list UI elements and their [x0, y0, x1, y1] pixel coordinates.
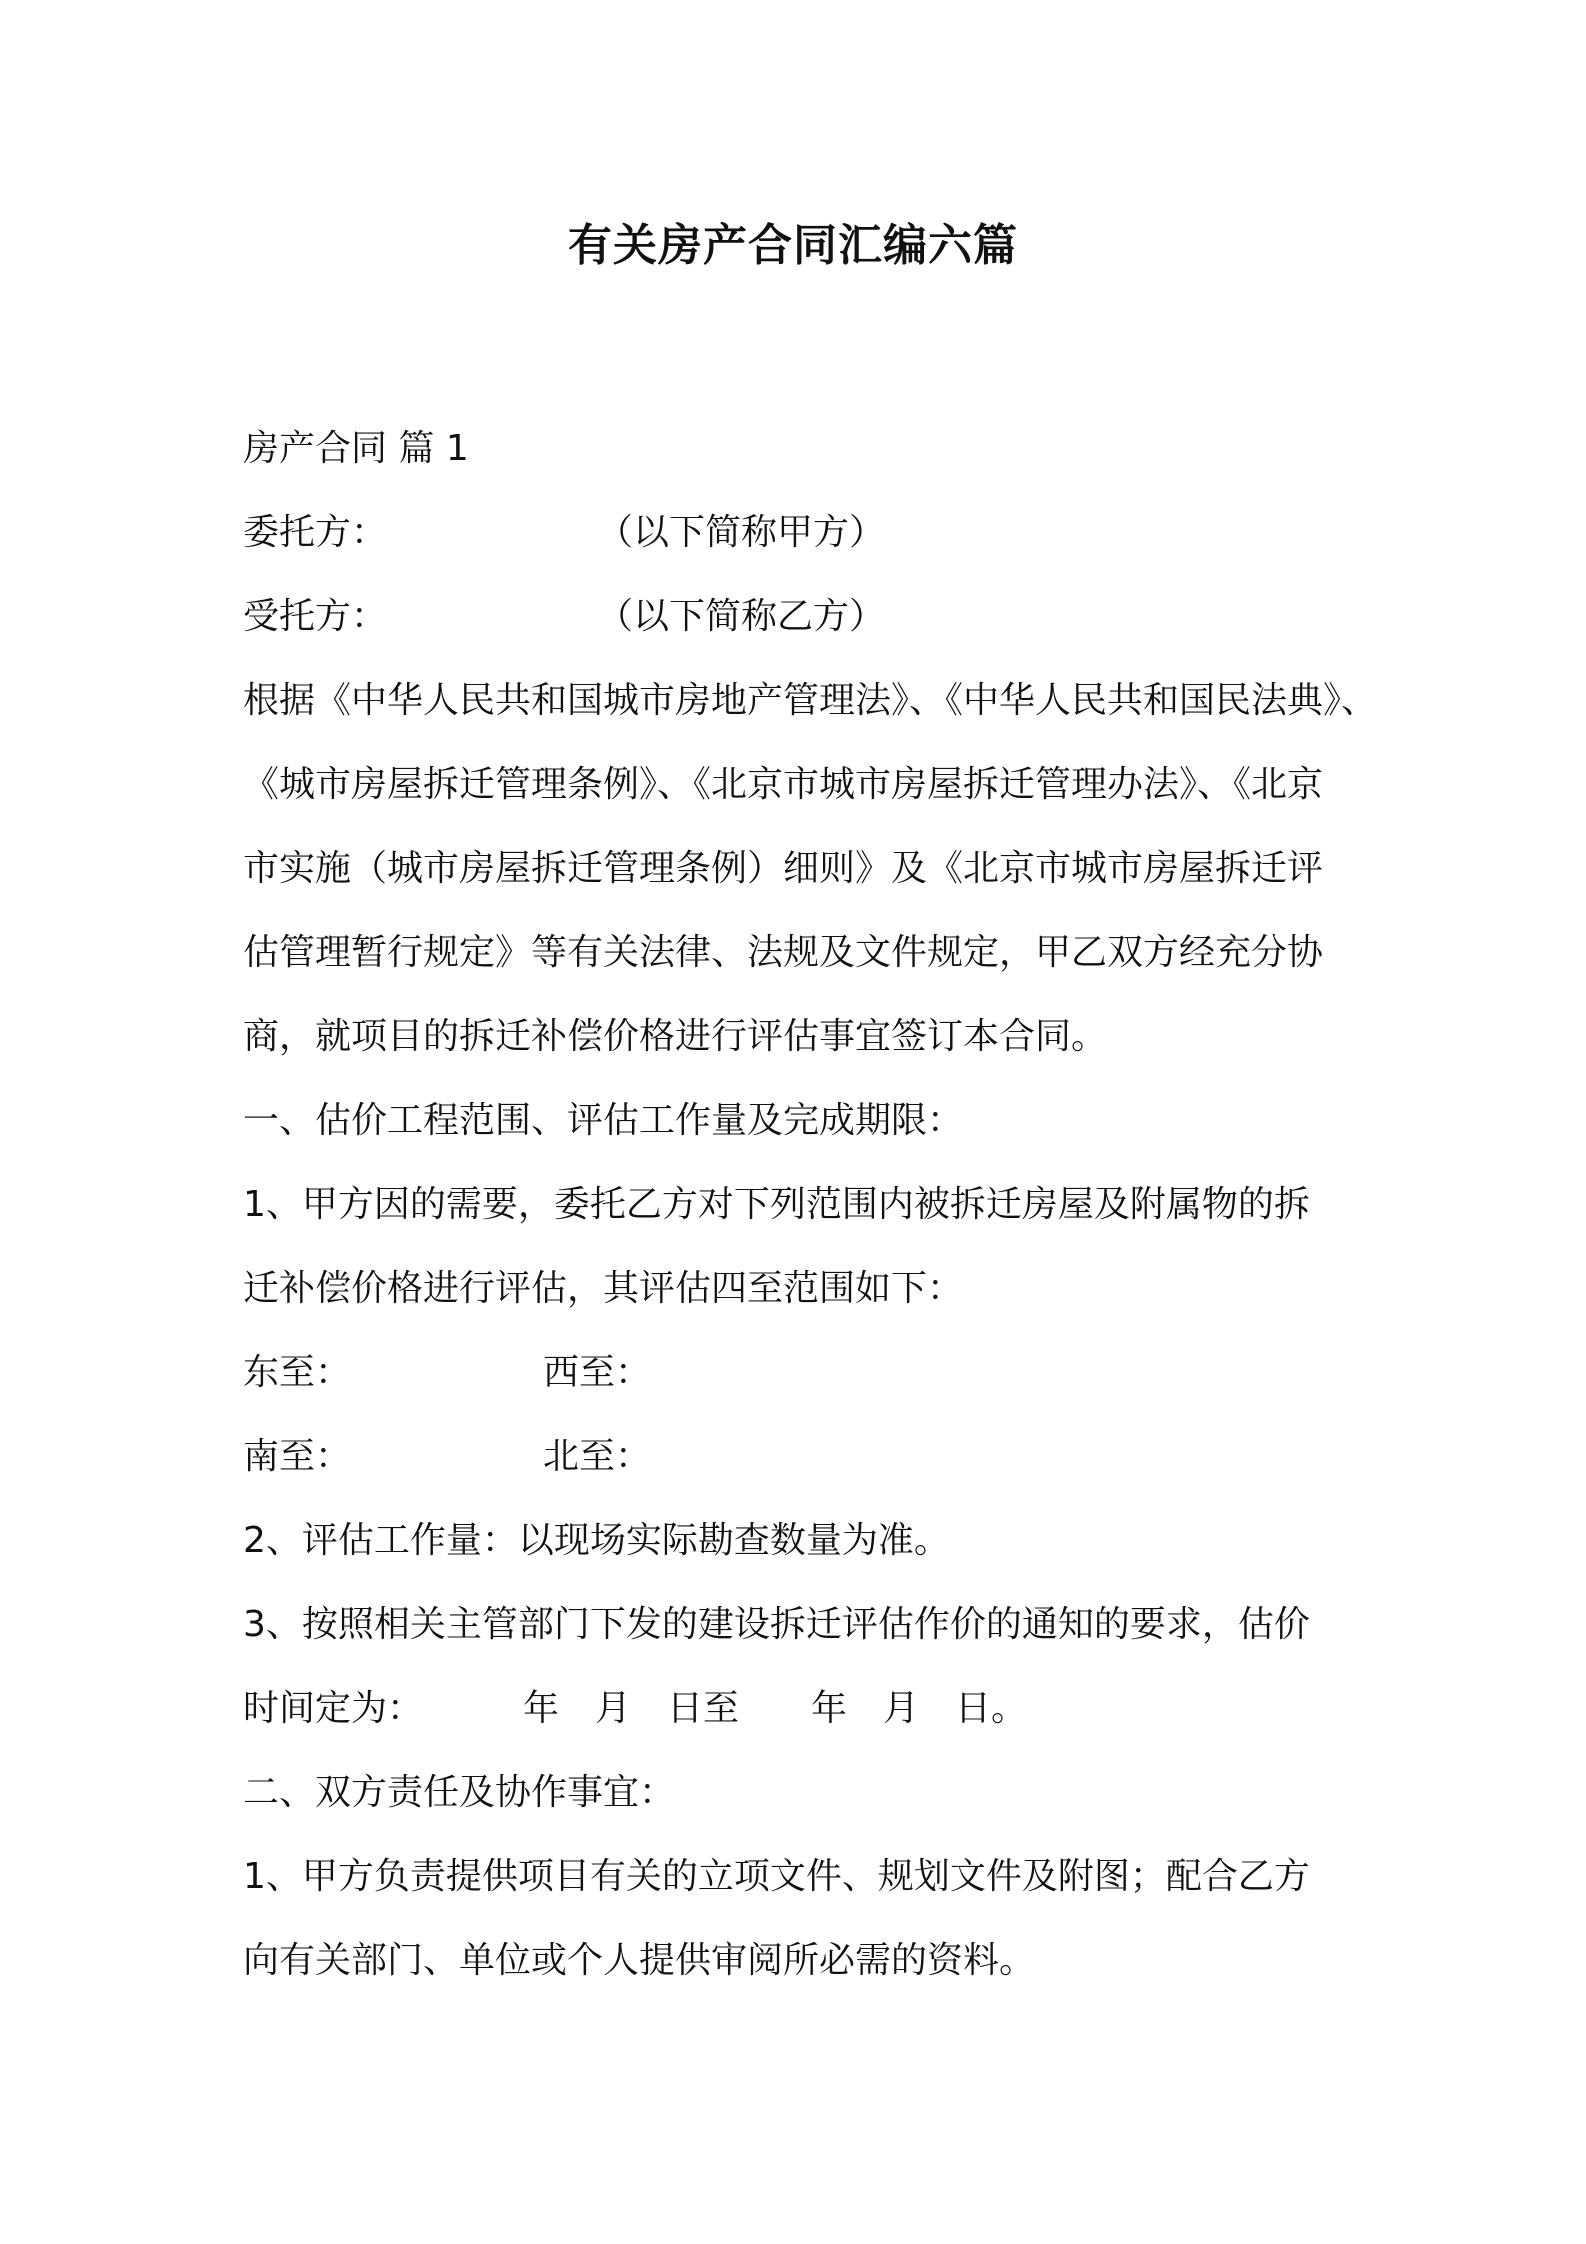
section1-heading: 一、估价工程范围、评估工作量及完成期限： — [243, 1100, 964, 1141]
document-body — [243, 407, 1378, 2003]
item1-line: 1、甲方因的需要，委托乙方对下列范围内被拆迁房屋及附属物的拆 — [243, 1184, 1310, 1225]
bound-south: 南至： — [243, 1436, 352, 1477]
item1-line: 迁补偿价格进行评估，其评估四至范围如下： — [243, 1268, 964, 1309]
bounds-south-north — [243, 1415, 1363, 1499]
client-line — [243, 491, 1363, 575]
client-label: 委托方： — [243, 512, 388, 553]
section-heading: 房产合同 篇 1 — [243, 428, 469, 469]
time-range: 年 月 日至 年 月 日。 — [523, 1688, 1028, 1729]
client-note: （以下简称甲方） — [597, 512, 886, 553]
preamble-line: 根据《中华人民共和国城市房地产管理法》、《中华人民共和国民法典》、 — [243, 680, 1378, 721]
trustee-note: （以下简称乙方） — [597, 596, 886, 637]
preamble-line: 商，就项目的拆迁补偿价格进行评估事宜签订本合同。 — [243, 1016, 1108, 1057]
item3-time-line — [243, 1667, 1363, 1751]
document-title: 有关房产合同汇编六篇 — [568, 220, 1018, 271]
section2-heading: 二、双方责任及协作事宜： — [243, 1772, 676, 1813]
preamble-line: 《城市房屋拆迁管理条例》、《北京市城市房屋拆迁管理办法》、《北京 — [243, 764, 1324, 805]
trustee-label: 受托方： — [243, 596, 388, 637]
item3-line: 3、按照相关主管部门下发的建设拆迁评估作价的通知的要求，估价 — [243, 1604, 1310, 1645]
time-label: 时间定为： — [243, 1688, 424, 1729]
trustee-line — [243, 575, 1363, 659]
s2-item1-line: 1、甲方负责提供项目有关的立项文件、规划文件及附图；配合乙方 — [243, 1856, 1310, 1897]
item2-line: 2、评估工作量：以现场实际勘查数量为准。 — [243, 1520, 950, 1561]
preamble-line: 市实施（城市房屋拆迁管理条例）细则》及《北京市城市房屋拆迁评 — [243, 848, 1324, 889]
bound-west: 西至： — [543, 1352, 652, 1393]
bound-east: 东至： — [243, 1352, 352, 1393]
s2-item1-line: 向有关部门、单位或个人提供审阅所必需的资料。 — [243, 1940, 1036, 1981]
bound-north: 北至： — [543, 1436, 652, 1477]
bounds-east-west — [243, 1331, 1363, 1415]
preamble-line: 估管理暂行规定》等有关法律、法规及文件规定，甲乙双方经充分协 — [243, 932, 1324, 973]
